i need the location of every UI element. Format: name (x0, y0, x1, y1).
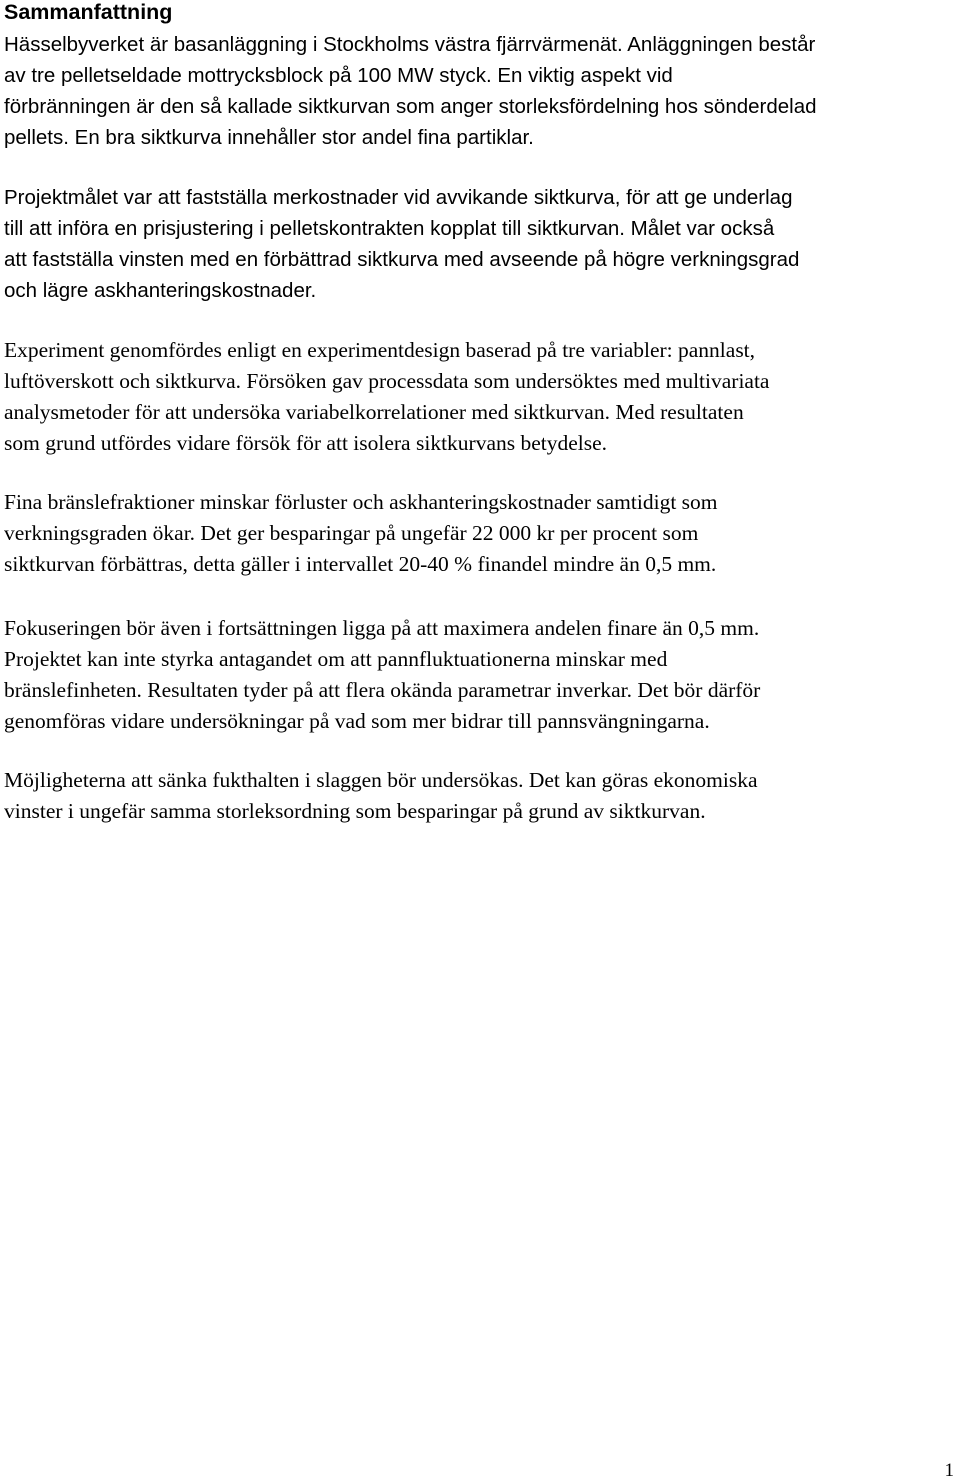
paragraph-line: Möjligheterna att sänka fukthalten i slaggen bör undersökas. Det kan göras ekonomiska (4, 768, 758, 792)
paragraph-2 (4, 182, 799, 306)
page-title: Sammanfattning (4, 0, 173, 24)
paragraph-line: till att införa en prisjustering i pelletskontrakten kopplat till siktkurvan. Målet var också (4, 217, 775, 240)
paragraph-line: och lägre askhanteringskostnader. (4, 279, 317, 302)
paragraph-line: genomföras vidare undersökningar på vad som mer bidrar till pannsvängningarna. (4, 709, 710, 733)
paragraph-1 (4, 29, 817, 153)
paragraph-line: Projektmålet var att fastställa merkostnader vid avvikande siktkurva, för att ge underlag (4, 186, 793, 209)
paragraph-4 (4, 487, 718, 580)
paragraph-line: Fokuseringen bör även i fortsättningen ligga på att maximera andelen finare än 0,5 mm. (4, 616, 760, 640)
paragraph-line: förbränningen är den så kallade siktkurvan som anger storleksfördelning hos sönderdelad (4, 95, 817, 118)
paragraph-line: Fina bränslefraktioner minskar förluster och askhanteringskostnader samtidigt som (4, 490, 718, 514)
paragraph-line: verkningsgraden ökar. Det ger besparingar på ungefär 22 000 kr per procent som (4, 521, 699, 545)
paragraph-line: Experiment genomfördes enligt en experimentdesign baserad på tre variabler: pannlast, (4, 338, 756, 362)
paragraph-line: siktkurvan förbättras, detta gäller i intervallet 20-40 % finandel mindre än 0,5 mm. (4, 552, 717, 576)
paragraph-6 (4, 765, 758, 827)
page-number: 1 (944, 1460, 954, 1481)
paragraph-line: luftöverskott och siktkurva. Försöken gav processdata som undersöktes med multivariata (4, 369, 770, 393)
paragraph-line: pellets. En bra siktkurva innehåller stor andel fina partiklar. (4, 126, 534, 149)
paragraph-line: analysmetoder för att undersöka variabelkorrelationer med siktkurvan. Med resultaten (4, 400, 744, 424)
paragraph-line: Hässelbyverket är basanläggning i Stockholms västra fjärrvärmenät. Anläggningen består (4, 33, 816, 56)
paragraph-3 (4, 335, 769, 459)
paragraph-line: att fastställa vinsten med en förbättrad siktkurva med avseende på högre verkningsgrad (4, 248, 800, 271)
paragraph-line: av tre pelletseldade mottrycksblock på 100 MW styck. En viktig aspekt vid (4, 64, 673, 87)
paragraph-line: Projektet kan inte styrka antagandet om att pannfluktuationerna minskar med (4, 647, 668, 671)
paragraph-5 (4, 613, 760, 737)
paragraph-line: vinster i ungefär samma storleksordning som besparingar på grund av siktkurvan. (4, 799, 706, 823)
paragraph-line: som grund utfördes vidare försök för att isolera siktkurvans betydelse. (4, 431, 608, 455)
paragraph-line: bränslefinheten. Resultaten tyder på att flera okända parametrar inverkar. Det bör därför (4, 678, 761, 702)
